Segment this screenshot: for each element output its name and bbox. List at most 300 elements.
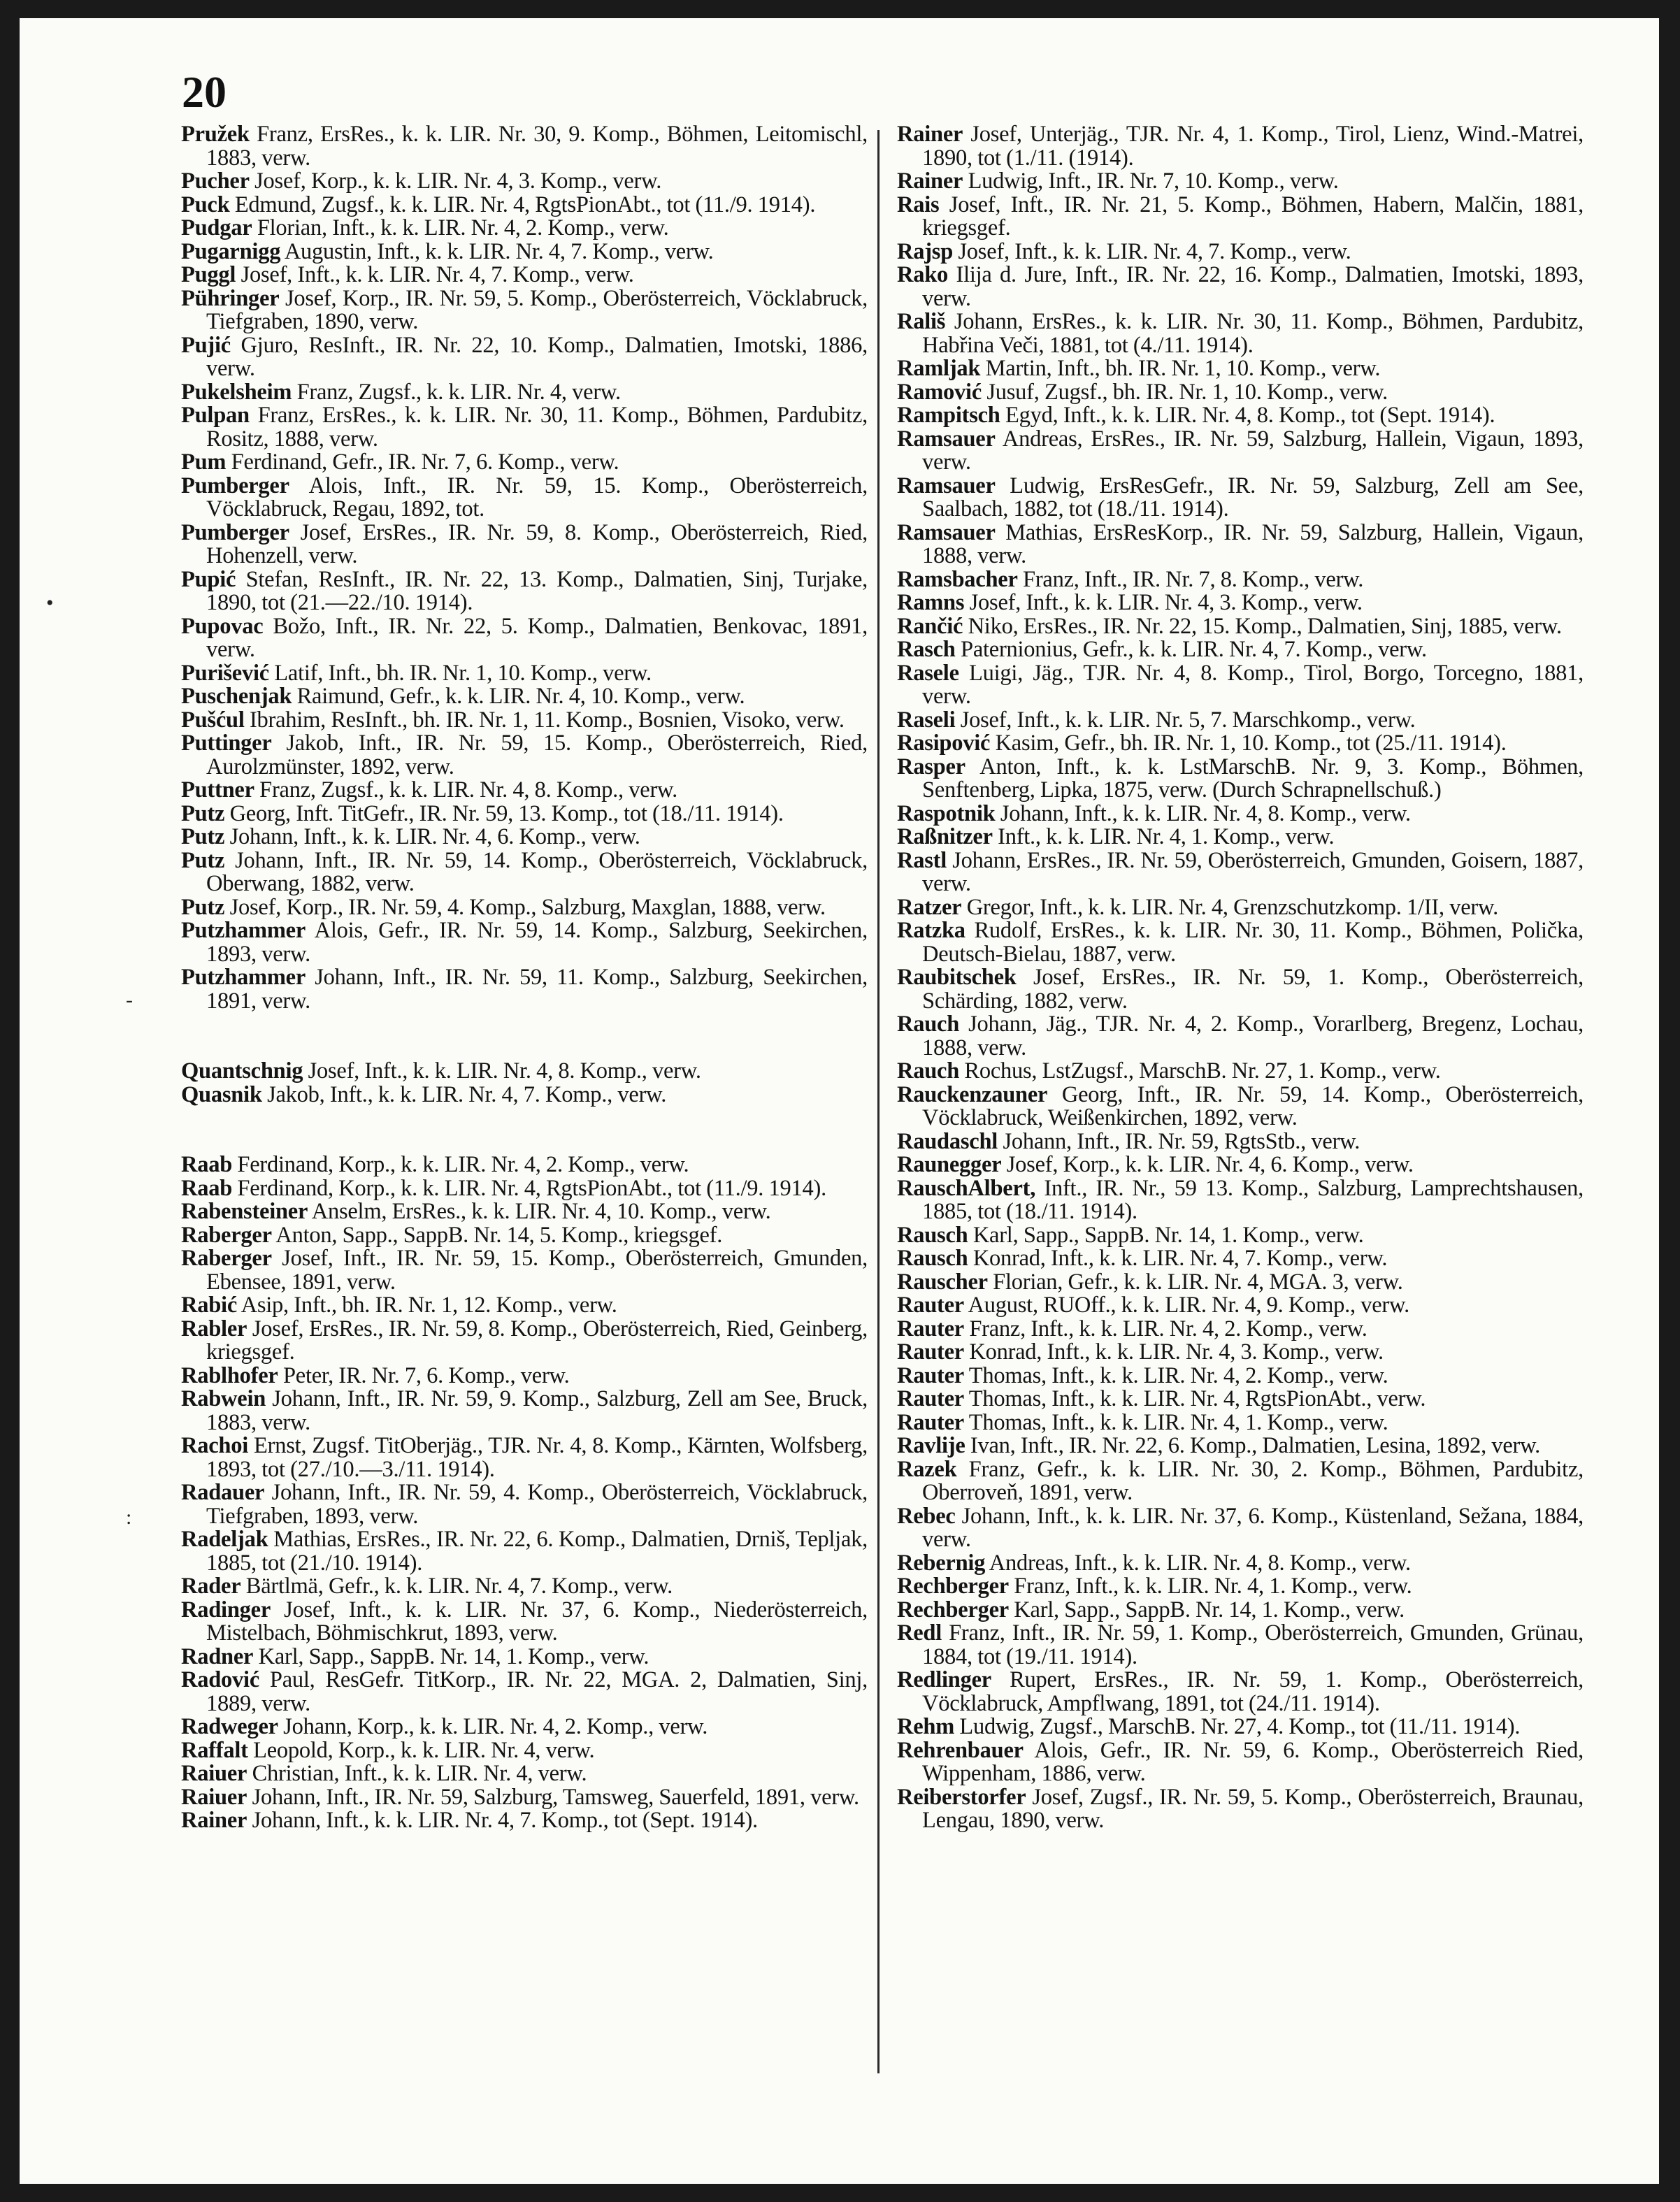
register-entry [181,966,868,1013]
column-divider [877,130,880,2073]
register-entry [181,123,868,170]
entry-details: Bärtlmä, Gefr., k. k. LIR. Nr. 4, 7. Komp., verw. [245,1574,673,1599]
register-entry [897,1458,1584,1505]
register-entry [181,1060,868,1084]
entry-details: Thomas, Inft., k. k. LIR. Nr. 4, 1. Komp., verw. [968,1409,1388,1435]
entry-surname: Rabwein [181,1386,266,1411]
entry-details: Josef, Inft., IR. Nr. 21, 5. Komp., Böhmen, Habern, Malčin, 1881, kriegsgef. [922,192,1584,240]
entry-surname: Raspotnik [897,800,996,826]
entry-surname: Pujić [181,332,231,358]
margin-speck: - [126,988,133,1012]
entry-surname: Raab [181,1175,233,1201]
register-entry [897,1669,1584,1715]
entry-surname: Pružek [181,122,250,147]
entry-details: Johann, Inft., IR. Nr. 59, 11. Komp., Salzburg, Seekirchen, 1891, verw. [206,965,868,1014]
entry-details: Andreas, ErsRes., IR. Nr. 59, Salzburg, Hallein, Vigaun, 1893, verw. [922,426,1584,475]
entry-surname: Pulpan [181,403,250,428]
register-entry [181,1200,868,1224]
entry-surname: Rais [897,192,940,217]
entry-surname: Rabensteiner [181,1199,308,1224]
entry-surname: Putzhammer [181,918,306,943]
entry-surname: Pupić [181,566,236,592]
register-entry [181,1081,868,1107]
entry-details: Ilija d. Jure, Inft., IR. Nr. 22, 16. Komp., Dalmatien, Imotski, 1893, verw. [922,262,1584,311]
entry-surname: Rajsp [897,238,954,264]
entry-details: Alois, Gefr., IR. Nr. 59, 6. Komp., Oberösterreich Ried, Wippenham, 1886, verw. [922,1737,1584,1786]
register-entry [181,1715,868,1739]
entry-details: Johann, ErsRes., k. k. LIR. Nr. 30, 11. Komp., Böhmen, Pardubitz, Habřina Veči, 1881, tot (4./11. 1914). [922,309,1584,358]
register-entry [181,826,868,849]
register-entry [897,1081,1584,1130]
entry-surname: Rabler [181,1316,247,1341]
entry-details: Josef, Korp., IR. Nr. 59, 5. Komp., Oberösterreich, Vöcklabruck, Tiefgraben, 1890, verw. [206,285,868,334]
entry-surname: Rauter [897,1293,964,1318]
register-entry [897,1411,1584,1435]
entry-surname: Raseli [897,707,956,733]
register-entry [181,1388,868,1434]
entry-details: Karl, Sapp., SappB. Nr. 14, 1. Komp., verw. [1014,1597,1405,1622]
entry-surname: Radović [181,1667,259,1692]
entry-surname: Rako [897,262,949,287]
entry-details: Josef, Inft., k. k. LIR. Nr. 37, 6. Komp., Niederösterreich, Mistelbach, Böhmischkrut, 1893, verw. [206,1597,868,1646]
register-entry [181,334,868,381]
register-entry [897,1060,1584,1084]
entry-surname: Puttinger [181,731,272,756]
entry-details: Johann, Inft., k. k. LIR. Nr. 4, 8. Komp., verw. [1000,800,1411,826]
entry-surname: Pugarnigg [181,238,281,264]
register-entry [897,428,1584,475]
register-entry [897,591,1584,615]
entry-details: Jakob, Inft., k. k. LIR. Nr. 4, 7. Komp., verw. [267,1081,667,1107]
register-entry [181,1575,868,1599]
register-entry [897,381,1584,405]
entry-details: Jusuf, Zugsf., bh. IR. Nr. 1, 10. Komp., verw. [986,379,1388,405]
register-entry [897,310,1584,357]
entry-details: Josef, Inft., k. k. LIR. Nr. 5, 7. Marschkomp., verw. [960,707,1416,733]
register-entry [897,1224,1584,1248]
register-entry [897,1622,1584,1669]
entry-details: Franz, Inft., k. k. LIR. Nr. 4, 1. Komp., verw. [1014,1574,1412,1599]
register-entry [181,1762,868,1786]
register-entry [181,1481,868,1528]
entry-surname: Ramsauer [897,473,996,498]
register-entry [181,568,868,615]
register-entry [897,240,1584,264]
register-entry [181,381,868,405]
register-entry [897,966,1584,1013]
register-entry [181,1643,868,1669]
register-entry [181,732,868,779]
entry-surname: Rehm [897,1714,955,1739]
entry-surname: Rebernig [897,1550,986,1576]
entry-surname: Ratzer [897,894,962,920]
entry-surname: Radinger [181,1597,271,1622]
entry-surname: Redl [897,1620,942,1646]
entry-details: Franz, Inft., IR. Nr. 7, 8. Komp., verw. [1023,566,1364,592]
entry-surname: Pumberger [181,519,289,545]
register-entry [181,1528,868,1575]
register-entry [897,1575,1584,1599]
entry-surname: Reiberstorfer [897,1784,1026,1810]
entry-details: Stefan, ResInft., IR. Nr. 22, 13. Komp., Dalmatien, Sinj, Turjake, 1890, tot (21.—22./10. 1914). [206,566,868,615]
entry-surname: Rablhofer [181,1362,278,1388]
register-entry [897,521,1584,568]
register-entry [897,1362,1584,1388]
entry-details: Rupert, ErsRes., IR. Nr. 59, 1. Komp., Oberösterreich, Vöcklabruck, Ampflwang, 1891, tot (24./11. 1914). [922,1667,1584,1716]
entry-details: Latif, Inft., bh. IR. Nr. 1, 10. Komp., verw. [274,660,652,686]
register-entry [897,1177,1584,1224]
entry-surname: Ramsauer [897,426,996,452]
entry-details: Thomas, Inft., k. k. LIR. Nr. 4, 2. Komp., verw. [968,1362,1388,1388]
entry-details: Martin, Inft., bh. IR. Nr. 1, 10. Komp., verw. [985,356,1381,381]
section-gap [181,1013,868,1060]
entry-details: August, RUOff., k. k. LIR. Nr. 4, 9. Komp., verw. [968,1293,1409,1318]
register-entry [181,709,868,733]
entry-surname: Rauch [897,1012,960,1037]
entry-surname: Raßnitzer [897,824,993,849]
entry-details: Andreas, Inft., k. k. LIR. Nr. 4, 8. Komp., verw. [989,1550,1411,1576]
entry-details: Peter, IR. Nr. 7, 6. Komp., verw. [282,1362,570,1388]
entry-details: Karl, Sapp., SappB. Nr. 14, 1. Komp., verw. [972,1222,1364,1248]
entry-details: Gregor, Inft., k. k. LIR. Nr. 4, Grenzschutzkomp. 1/II, verw. [966,894,1498,920]
register-entry [897,1552,1584,1576]
entry-surname: Pušćul [181,707,245,733]
register-entry [897,475,1584,521]
entry-details: Franz, ErsRes., k. k. LIR. Nr. 30, 9. Komp., Böhmen, Leitomischl, 1883, verw. [206,122,868,171]
register-entry [181,1599,868,1646]
register-entry [897,638,1584,662]
register-entry [897,123,1584,170]
entry-surname: Rebec [897,1503,956,1529]
entry-surname: Rausch [897,1222,968,1248]
entry-surname: Puggl [181,262,236,287]
register-entry [181,240,868,264]
entry-surname: Puck [181,192,230,217]
entry-details: Franz, ErsRes., k. k. LIR. Nr. 30, 11. Komp., Böhmen, Pardubitz, Rositz, 1888, verw. [206,403,868,452]
entry-details: Josef, Inft., k. k. LIR. Nr. 4, 7. Komp., verw. [958,238,1351,264]
register-entry [181,662,868,686]
register-entry [897,404,1584,428]
entry-details: Rochus, LstZugsf., MarschB. Nr. 27, 1. Komp., verw. [964,1058,1441,1084]
entry-details: Josef, ErsRes., IR. Nr. 59, 8. Komp., Oberösterreich, Ried, Geinberg, kriegsgef. [206,1316,868,1365]
entry-details: Kasim, Gefr., bh. IR. Nr. 1, 10. Komp., tot (25./11. 1914). [995,731,1507,756]
register-entry [181,1669,868,1715]
entry-details: Johann, Inft., IR. Nr. 59, 9. Komp., Salzburg, Zell am See, Bruck, 1883, verw. [206,1386,868,1435]
entry-surname: Raudaschl [897,1128,998,1154]
entry-details: Ludwig, ErsResGefr., IR. Nr. 59, Salzburg, Zell am See, Saalbach, 1882, tot (18./11. 1914). [922,473,1584,521]
entry-details: Johann, Inft., k. k. LIR. Nr. 4, 6. Komp., verw. [229,824,640,849]
register-entry [897,1153,1584,1177]
register-entry [897,1434,1584,1458]
entry-details: Johann, Jäg., TJR. Nr. 4, 2. Komp., Vorarlberg, Bregenz, Lochau, 1888, verw. [922,1012,1584,1060]
entry-surname: Rasele [897,660,959,686]
entry-surname: Rasipović [897,731,991,756]
entry-surname: Raberger [181,1222,272,1248]
entry-details: Anselm, ErsRes., k. k. LIR. Nr. 4, 10. Komp., verw. [311,1199,771,1224]
entry-surname: Rechberger [897,1597,1009,1622]
entry-details: Josef, ErsRes., IR. Nr. 59, 8. Komp., Oberösterreich, Ried, Hohenzell, verw. [206,519,868,568]
entry-surname: Ratzka [897,918,965,943]
entry-details: Edmund, Zugsf., k. k. LIR. Nr. 4, RgtsPionAbt., tot (11./9. 1914). [234,192,816,217]
entry-surname: Rader [181,1574,241,1599]
register-entry [181,1318,868,1365]
register-entry [897,1786,1584,1833]
register-entry [181,287,868,334]
entry-surname: Puschenjak [181,684,292,709]
entry-details: Konrad, Inft., k. k. LIR. Nr. 4, 7. Komp., verw. [972,1246,1388,1271]
entry-details: Johann, Inft., k. k. LIR. Nr. 4, 7. Komp., tot (Sept. 1914). [252,1808,758,1833]
entry-surname: Rauch [897,1058,960,1084]
entry-details: Josef, Unterjäg., TJR. Nr. 4, 1. Komp., Tirol, Lienz, Wind.-Matrei, 1890, tot (1./11. (1914). [922,122,1584,171]
entry-surname: Quasnik [181,1081,262,1107]
entry-details: Josef, Inft., IR. Nr. 59, 15. Komp., Oberösterreich, Gmunden, Ebensee, 1891, verw. [206,1246,868,1295]
entry-details: Mathias, ErsResKorp., IR. Nr. 59, Salzburg, Hallein, Vigaun, 1888, verw. [922,519,1584,568]
entry-details: Franz, Zugsf., k. k. LIR. Nr. 4, 8. Komp., verw. [259,777,678,803]
entry-details: Johann, ErsRes., IR. Nr. 59, Oberösterreich, Gmunden, Goisern, 1887, verw. [922,847,1584,896]
entry-details: Inft., k. k. LIR. Nr. 4, 1. Komp., verw. [998,824,1335,849]
entry-surname: Pudgar [181,215,252,240]
register-entry [897,1599,1584,1622]
register-entry [181,1224,868,1248]
entry-details: Thomas, Inft., k. k. LIR. Nr. 4, RgtsPionAbt., verw. [968,1386,1426,1411]
register-entry [897,1013,1584,1060]
entry-surname: Ramović [897,379,982,405]
entry-details: Ferdinand, Korp., k. k. LIR. Nr. 4, 2. Komp., verw. [237,1152,689,1177]
register-entry [181,896,868,920]
register-entry [897,1505,1584,1552]
entry-surname: Rančić [897,613,963,639]
entry-details: Franz, Zugsf., k. k. LIR. Nr. 4, verw. [296,379,621,405]
entry-details: Josef, Zugsf., IR. Nr. 59, 5. Komp., Oberösterreich, Braunau, Lengau, 1890, verw. [922,1784,1584,1833]
register-entry [181,475,868,521]
page-number: 20 [182,67,227,117]
entry-details: Anton, Sapp., SappB. Nr. 14, 5. Komp., kriegsgef. [275,1222,723,1248]
entry-details: Josef, Inft., k. k. LIR. Nr. 4, 7. Komp., verw. [240,262,634,287]
entry-details: Božo, Inft., IR. Nr. 22, 5. Komp., Dalmatien, Benkovac, 1891, verw. [206,613,868,662]
register-entry [181,1786,868,1810]
document-page [20,18,1659,2184]
register-entry [897,1271,1584,1295]
entry-surname: Radner [181,1643,254,1669]
entry-surname: Rasper [897,754,965,779]
entry-surname: Quantschnig [181,1058,303,1084]
register-entry [897,1739,1584,1786]
entry-surname: Rampitsch [897,403,1000,428]
entry-surname: Rauter [897,1386,964,1411]
entry-details: Josef, Inft., k. k. LIR. Nr. 4, 8. Komp., verw. [308,1058,701,1084]
entry-details: Franz, Gefr., k. k. LIR. Nr. 30, 2. Komp., Böhmen, Pardubitz, Oberroveň, 1891, verw. [922,1456,1584,1505]
entry-details: Alois, Inft., IR. Nr. 59, 15. Komp., Oberösterreich, Vöcklabruck, Regau, 1892, tot. [206,473,868,521]
entry-details: Ernst, Zugsf. TitOberjäg., TJR. Nr. 4, 8. Komp., Kärnten, Wolfsberg, 1893, tot (27./10.—3./11. 1914). [206,1433,868,1482]
register-entry [181,849,868,896]
register-entry [897,756,1584,803]
register-entry [181,685,868,709]
entry-surname: Rauscher [897,1269,988,1295]
entry-surname: Raunegger [897,1152,1002,1177]
entry-surname: Rauter [897,1409,964,1435]
entry-surname: Rausch [897,1246,968,1271]
entry-surname: Pucher [181,168,250,194]
entry-surname: Ramsauer [897,519,996,545]
entry-surname: Pukelsheim [181,379,292,405]
entry-surname: Rališ [897,309,946,334]
register-entry [181,264,868,287]
entry-surname: Putz [181,824,225,849]
register-entry [897,896,1584,920]
entry-details: Paul, ResGefr. TitKorp., IR. Nr. 22, MGA. 2, Dalmatien, Sinj, 1889, verw. [206,1667,868,1716]
register-entry [181,1177,868,1201]
section-gap [181,1107,868,1153]
register-entry [181,451,868,475]
register-entry [181,1247,868,1294]
entry-surname: Raffalt [181,1737,248,1763]
entry-details: Mathias, ErsRes., IR. Nr. 22, 6. Komp., Dalmatien, Drniš, Tepljak, 1885, tot (21./10. 1914). [206,1527,868,1576]
right-column [897,123,1584,1833]
entry-details: Augustin, Inft., k. k. LIR. Nr. 4, 7. Komp., verw. [284,238,714,264]
register-entry [181,1294,868,1318]
register-entry [897,615,1584,639]
register-entry [897,732,1584,756]
entry-surname: RauschAlbert, [897,1175,1036,1201]
entry-details: Johann, Inft., IR. Nr. 59, 4. Komp., Oberösterreich, Vöcklabruck, Tiefgraben, 1893, verw. [206,1480,868,1529]
register-entry [897,826,1584,849]
entry-surname: Rainer [897,168,963,194]
entry-details: Florian, Gefr., k. k. LIR. Nr. 4, MGA. 3, verw. [993,1269,1403,1295]
entry-surname: Radweger [181,1714,278,1739]
entry-surname: Putzhammer [181,965,306,990]
entry-surname: Raberger [181,1246,272,1271]
entry-details: Georg, Inft., IR. Nr. 59, 14. Komp., Oberösterreich, Vöcklabruck, Weißenkirchen, 1892, verw. [922,1081,1584,1130]
register-entry [897,800,1584,826]
entry-details: Alois, Gefr., IR. Nr. 59, 14. Komp., Salzburg, Seekirchen, 1893, verw. [206,918,868,967]
entry-details: Ferdinand, Gefr., IR. Nr. 7, 6. Komp., verw. [231,449,619,475]
register-entry [897,1247,1584,1271]
register-entry [897,357,1584,381]
register-entry [181,217,868,240]
entry-details: Egyd, Inft., k. k. LIR. Nr. 4, 8. Komp., tot (Sept. 1914). [1005,403,1495,428]
entry-details: Karl, Sapp., SappB. Nr. 14, 1. Komp., verw. [258,1643,649,1669]
register-entry [897,1341,1584,1365]
entry-details: Inft., IR. Nr., 59 13. Komp., Salzburg, Lamprechtshausen, 1885, tot (18./11. 1914). [922,1175,1584,1224]
register-entry [181,779,868,803]
register-entry [897,1388,1584,1411]
entry-surname: Radeljak [181,1527,268,1552]
left-column [181,123,868,1833]
entry-surname: Pühringer [181,285,280,311]
register-entry [897,568,1584,592]
entry-details: Ferdinand, Korp., k. k. LIR. Nr. 4, RgtsPionAbt., tot (11./9. 1914). [237,1175,826,1201]
register-entry [181,1362,868,1388]
entry-surname: Rainer [181,1808,247,1833]
register-entry [181,170,868,194]
entry-surname: Purišević [181,660,269,686]
entry-details: Paternionius, Gefr., k. k. LIR. Nr. 4, 7. Komp., verw. [961,637,1427,662]
register-entry [181,194,868,217]
entry-details: Florian, Inft., k. k. LIR. Nr. 4, 2. Komp., verw. [257,215,669,240]
entry-details: Johann, Korp., k. k. LIR. Nr. 4, 2. Komp., verw. [283,1714,708,1739]
entry-surname: Rabić [181,1293,237,1318]
entry-surname: Ramns [897,590,965,615]
entry-surname: Rauter [897,1339,964,1365]
entry-surname: Radauer [181,1480,265,1505]
register-entry [897,1715,1584,1739]
entry-surname: Raab [181,1152,233,1177]
register-entry [897,170,1584,194]
entry-details: Anton, Inft., k. k. LstMarschB. Nr. 9, 3. Komp., Böhmen, Senftenberg, Lipka, 1875, verw. (Durch Schrapnellschuß.) [922,754,1584,803]
entry-details: Franz, Inft., k. k. LIR. Nr. 4, 2. Komp., verw. [969,1316,1367,1341]
entry-details: Ibrahim, ResInft., bh. IR. Nr. 1, 11. Komp., Bosnien, Visoko, verw. [249,707,845,733]
entry-details: Georg, Inft. TitGefr., IR. Nr. 59, 13. Komp., tot (18./11. 1914). [229,800,784,826]
entry-details: Ludwig, Zugsf., MarschB. Nr. 27, 4. Komp., tot (11./11. 1914). [959,1714,1521,1739]
entry-details: Johann, Inft., IR. Nr. 59, Salzburg, Tamsweg, Sauerfeld, 1891, verw. [252,1784,859,1810]
entry-details: Christian, Inft., k. k. LIR. Nr. 4, verw. [252,1761,587,1786]
entry-surname: Rachoi [181,1433,248,1458]
entry-surname: Ravlije [897,1433,965,1458]
entry-surname: Puttner [181,777,254,803]
register-entry [181,1153,868,1177]
entry-surname: Raiuer [181,1784,247,1810]
entry-surname: Rainer [897,122,963,147]
entry-details: Ivan, Inft., IR. Nr. 22, 6. Komp., Dalmatien, Lesina, 1892, verw. [970,1433,1541,1458]
register-entry [897,919,1584,966]
entry-details: Franz, Inft., IR. Nr. 59, 1. Komp., Oberösterreich, Gmunden, Grünau, 1884, tot (19./11. 1914). [922,1620,1584,1669]
register-entry [181,1739,868,1763]
entry-surname: Rechberger [897,1574,1009,1599]
entry-details: Asip, Inft., bh. IR. Nr. 1, 12. Komp., verw. [240,1293,617,1318]
entry-surname: Rauter [897,1316,964,1341]
register-entry [897,194,1584,240]
entry-details: Konrad, Inft., k. k. LIR. Nr. 4, 3. Komp., verw. [969,1339,1384,1365]
entry-surname: Redlinger [897,1667,991,1692]
register-entry [181,919,868,966]
register-entry [897,1318,1584,1341]
entry-details: Raimund, Gefr., k. k. LIR. Nr. 4, 10. Komp., verw. [296,684,745,709]
entry-details: Niko, ErsRes., IR. Nr. 22, 15. Komp., Dalmatien, Sinj, 1885, verw. [968,613,1562,639]
register-entry [897,1130,1584,1154]
register-entry [897,1294,1584,1318]
entry-surname: Pumberger [181,473,289,498]
entry-details: Josef, Inft., k. k. LIR. Nr. 4, 3. Komp., verw. [969,590,1363,615]
entry-surname: Razek [897,1456,957,1482]
entry-details: Ludwig, Inft., IR. Nr. 7, 10. Komp., verw. [968,168,1339,194]
margin-speck: : [126,1506,132,1529]
margin-speck: • [46,591,54,614]
register-entry [181,404,868,451]
entry-details: Gjuro, ResInft., IR. Nr. 22, 10. Komp., Dalmatien, Imotski, 1886, verw. [206,332,868,381]
entry-surname: Rauckenzauner [897,1081,1048,1107]
entry-details: Josef, Korp., k. k. LIR. Nr. 4, 3. Komp., verw. [254,168,662,194]
entry-details: Johann, Inft., k. k. LIR. Nr. 37, 6. Komp., Küstenland, Sežana, 1884, verw. [922,1503,1584,1552]
entry-details: Jakob, Inft., IR. Nr. 59, 15. Komp., Oberösterreich, Ried, Aurolzmünster, 1892, verw. [206,731,868,779]
entry-surname: Putz [181,800,225,826]
register-entry [897,264,1584,310]
entry-surname: Pupovac [181,613,264,639]
entry-details: Josef, Korp., k. k. LIR. Nr. 4, 6. Komp., verw. [1006,1152,1414,1177]
entry-details: Josef, Korp., IR. Nr. 59, 4. Komp., Salzburg, Maxglan, 1888, verw. [229,894,826,920]
entry-surname: Rastl [897,847,947,873]
entry-surname: Raiuer [181,1761,247,1786]
entry-surname: Raubitschek [897,965,1017,990]
register-entry [181,1809,868,1833]
register-entry [181,1434,868,1481]
register-entry [181,521,868,568]
entry-details: Johann, Inft., IR. Nr. 59, RgtsStb., verw. [1003,1128,1360,1154]
entry-surname: Rehrenbauer [897,1737,1024,1763]
entry-details: Rudolf, ErsRes., k. k. LIR. Nr. 30, 11. Komp., Böhmen, Polička, Deutsch-Bielau, 1887, verw. [922,918,1584,967]
entry-surname: Ramsbacher [897,566,1018,592]
entry-surname: Rasch [897,637,956,662]
register-entry [181,800,868,826]
